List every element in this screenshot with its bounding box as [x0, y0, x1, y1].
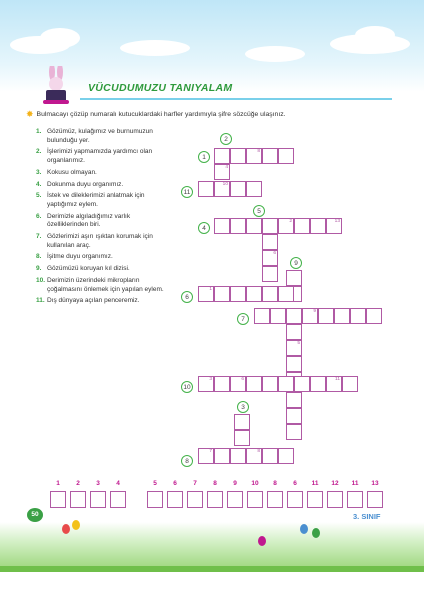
crossword-cell[interactable] [278, 448, 294, 464]
crossword-cell[interactable] [246, 181, 262, 197]
cell-secret-number: 3 [209, 377, 212, 382]
secret-number-label: 8 [213, 480, 217, 487]
secret-letter-box[interactable] [267, 491, 283, 508]
cell-secret-number: 11 [335, 377, 340, 382]
clue-number-marker: 7 [237, 313, 249, 325]
crossword-cell[interactable] [262, 250, 278, 266]
grass-strip [0, 566, 424, 572]
crossword-cell[interactable] [286, 424, 302, 440]
secret-number-label: 2 [76, 480, 80, 487]
crossword-cell[interactable] [214, 376, 230, 392]
crossword-cell[interactable] [262, 218, 278, 234]
secret-letter-box[interactable] [147, 491, 163, 508]
cloud [245, 46, 305, 62]
clue-number-marker: 5 [253, 205, 265, 217]
secret-number-label: 9 [233, 480, 237, 487]
crossword-cell[interactable] [286, 392, 302, 408]
crossword-cell[interactable] [214, 164, 230, 180]
secret-number-label: 10 [251, 480, 259, 487]
secret-letter-box[interactable] [347, 491, 363, 508]
crossword-cell[interactable] [246, 376, 262, 392]
crossword-cell[interactable] [366, 308, 382, 324]
crossword-cell[interactable] [214, 181, 230, 197]
clue-item: 9. Gözümüzü koruyan kıl dizisi. [36, 265, 130, 273]
crossword-cell[interactable] [342, 376, 358, 392]
crossword-cell[interactable] [310, 218, 326, 234]
crossword-cell[interactable] [270, 308, 286, 324]
cell-secret-number: 4 [225, 165, 228, 170]
secret-letter-box[interactable] [90, 491, 106, 508]
secret-number-label: 1 [56, 480, 60, 487]
cell-secret-number: 13 [334, 219, 340, 224]
crossword-cell[interactable] [326, 218, 342, 234]
crossword-cell[interactable] [254, 308, 270, 324]
cell-secret-number: 1 [209, 287, 212, 292]
page-title: VÜCUDUMUZU TANIYALAM [88, 82, 233, 94]
secret-number-label: 4 [116, 480, 120, 487]
clue-item: 5. İstek ve dileklerimizi anlatmak için yaptığımız eylem. [36, 192, 145, 208]
clue-number-marker: 1 [198, 151, 210, 163]
secret-letter-box[interactable] [227, 491, 243, 508]
cell-secret-number: 10 [222, 182, 228, 187]
crossword-cell[interactable] [246, 148, 262, 164]
clue-item: 3. Kokusu olmayan. [36, 168, 97, 176]
clue-item: 2. İşlerimizi yapmamızda yardımcı olan organlarımız. [36, 148, 153, 164]
cell-secret-number: 2 [289, 219, 292, 224]
instructions [26, 109, 286, 120]
crossword-cell[interactable] [214, 148, 230, 164]
crossword-cell[interactable] [198, 286, 214, 302]
crossword-cell[interactable] [262, 148, 278, 164]
secret-number-label: 11 [311, 480, 319, 487]
crossword-cell[interactable] [230, 148, 246, 164]
star-icon: ✸ [26, 109, 34, 119]
crossword-cell[interactable] [278, 286, 294, 302]
crossword-cell[interactable] [230, 448, 246, 464]
balloon-icon [72, 520, 80, 530]
secret-number-label: 13 [371, 480, 379, 487]
secret-number-label: 6 [173, 480, 177, 487]
balloon-icon [62, 524, 70, 534]
cell-secret-number: 8 [257, 149, 260, 154]
crossword-cell[interactable] [310, 376, 326, 392]
crossword-cell[interactable] [246, 286, 262, 302]
crossword-cell[interactable] [214, 286, 230, 302]
crossword-cell[interactable] [334, 308, 350, 324]
grade-label: 3. SINIF [353, 512, 381, 521]
clue-number-marker: 10 [181, 381, 193, 393]
crossword-cell[interactable] [286, 356, 302, 372]
secret-letter-box[interactable] [247, 491, 263, 508]
crossword-cell[interactable] [294, 376, 310, 392]
crossword-cell[interactable] [214, 448, 230, 464]
secret-letter-box[interactable] [187, 491, 203, 508]
instructions-text: Bulmacayı çözüp numaralı kutucuklardaki harfler yardımıyla şifre sözcüğe ulaşınız. [36, 111, 286, 118]
crossword-cell[interactable] [262, 266, 278, 282]
cloud [120, 40, 190, 56]
secret-letter-box[interactable] [207, 491, 223, 508]
crossword-cell[interactable] [262, 376, 278, 392]
secret-number-label: 7 [193, 480, 197, 487]
secret-number-label: 5 [153, 480, 157, 487]
crossword-cell[interactable] [234, 414, 250, 430]
crossword-cell[interactable] [198, 448, 214, 464]
crossword-cell[interactable] [262, 448, 278, 464]
clue-list [36, 128, 166, 309]
clue-number-marker: 2 [220, 133, 232, 145]
crossword-cell[interactable] [286, 324, 302, 340]
crossword-cell[interactable] [350, 308, 366, 324]
secret-number-label: 8 [273, 480, 277, 487]
crossword-cell[interactable] [286, 340, 302, 356]
cell-secret-number: 6 [241, 377, 244, 382]
cell-secret-number: 6 [273, 251, 276, 256]
secret-number-label: 11 [351, 480, 359, 487]
secret-letter-box[interactable] [167, 491, 183, 508]
page-number: 50 [27, 508, 43, 522]
clue-number-marker: 4 [198, 222, 210, 234]
crossword-cell[interactable] [286, 408, 302, 424]
clue-number-marker: 6 [181, 291, 193, 303]
balloon-icon [312, 528, 320, 538]
crossword-cell[interactable] [286, 270, 302, 286]
crossword-cell[interactable] [262, 286, 278, 302]
crossword-cell[interactable] [230, 181, 246, 197]
clue-number-marker: 9 [290, 257, 302, 269]
crossword-cell[interactable] [234, 430, 250, 446]
secret-letter-box[interactable] [327, 491, 343, 508]
secret-number-label: 3 [96, 480, 100, 487]
cell-secret-number: 7 [209, 449, 212, 454]
crossword-cell[interactable] [278, 376, 294, 392]
clue-item: 4. Dokunma duyu organımız. [36, 180, 124, 188]
clue-item: 1. Gözümüz, kulağımız ve burnumuzun bulunduğu yer. [36, 128, 153, 144]
cell-secret-number: 9 [313, 309, 316, 314]
crossword-cell[interactable] [286, 308, 302, 324]
clue-item: 7. Gözlerimizi aşırı ışıktan korumak için kullanılan araç. [36, 233, 153, 249]
balloon-icon [300, 524, 308, 534]
crossword-cell[interactable] [278, 218, 294, 234]
clue-number-marker: 3 [237, 401, 249, 413]
crossword-cell[interactable] [246, 448, 262, 464]
balloon-icon [258, 536, 266, 546]
crossword-cell[interactable] [230, 376, 246, 392]
title-underline [80, 98, 392, 100]
secret-letter-box[interactable] [50, 491, 66, 508]
crossword-cell[interactable] [198, 181, 214, 197]
clue-number-marker: 8 [181, 455, 193, 467]
cell-secret-number: 8 [257, 449, 260, 454]
clue-item: 11. Dış dünyaya açılan penceremiz. [36, 297, 140, 305]
secret-letter-box[interactable] [287, 491, 303, 508]
rabbit-hat-icon [40, 66, 74, 106]
clue-number-marker: 11 [181, 186, 193, 198]
clue-item: 6. Derimizle algıladığımız varlık özelliklerinden biri. [36, 212, 131, 229]
clue-item: 10. Derimizin üzerindeki mikropların çoğalmasını önlemek için yapılan eylem. [36, 277, 164, 293]
crossword-cell[interactable] [294, 218, 310, 234]
cloud [355, 26, 395, 44]
secret-number-label: 12 [331, 480, 339, 487]
secret-letter-box[interactable] [110, 491, 126, 508]
clue-item: 8. İşitme duyu organımız. [36, 253, 113, 261]
crossword-cell[interactable] [214, 218, 230, 234]
crossword-cell[interactable] [278, 148, 294, 164]
crossword-cell[interactable] [262, 234, 278, 250]
crossword-cell[interactable] [326, 376, 342, 392]
crossword-cell[interactable] [230, 286, 246, 302]
crossword-cell[interactable] [246, 218, 262, 234]
crossword-cell[interactable] [318, 308, 334, 324]
cell-secret-number: 5 [297, 341, 300, 346]
cloud [40, 28, 80, 48]
secret-number-label: 6 [293, 480, 297, 487]
secret-letter-box[interactable] [307, 491, 323, 508]
secret-letter-box[interactable] [367, 491, 383, 508]
crossword-cell[interactable] [230, 218, 246, 234]
crossword-cell[interactable] [198, 376, 214, 392]
secret-letter-box[interactable] [70, 491, 86, 508]
crossword-cell[interactable] [302, 308, 318, 324]
